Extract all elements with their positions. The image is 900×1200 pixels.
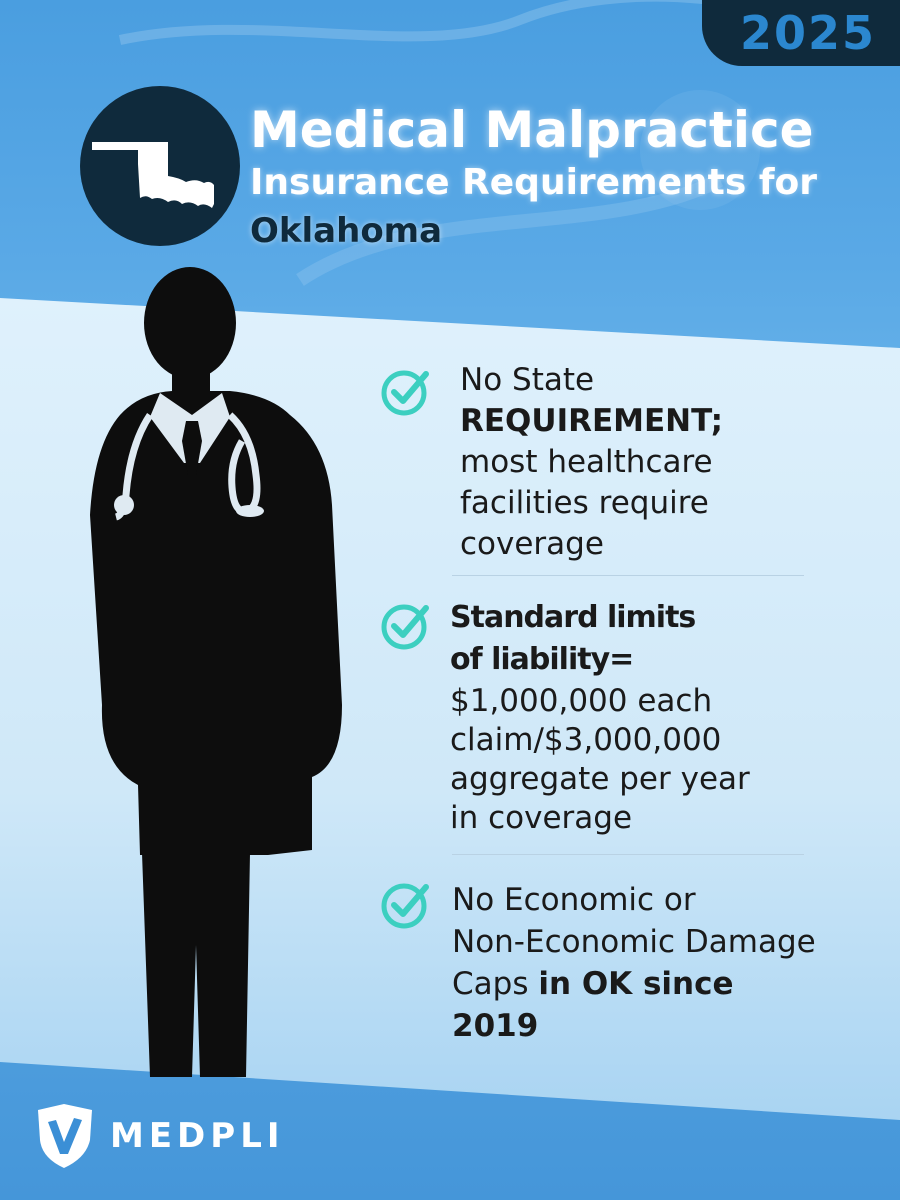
check-circle-icon [380, 600, 432, 652]
item-line: most healthcare [460, 444, 713, 480]
item-line: claim/$3,000,000 [450, 722, 722, 758]
shield-logo-icon [34, 1104, 96, 1168]
item-line-part: Caps [452, 966, 539, 1002]
list-item [380, 360, 850, 565]
item-line: coverage [460, 526, 604, 562]
item-text [452, 879, 850, 1047]
divider [452, 854, 804, 855]
year-text: 2025 [739, 6, 877, 60]
item-line-emphasis: in OK since [538, 966, 734, 1002]
item-line: Non-Economic Damage [452, 924, 816, 960]
item-line: facilities require [460, 485, 709, 521]
item-line-mixed [452, 963, 850, 1005]
title-line-1: Medical Malpractice [250, 101, 814, 159]
oklahoma-state-icon [80, 86, 240, 246]
check-circle-icon [380, 879, 432, 931]
doctor-silhouette-icon [80, 265, 380, 1085]
brand-name: MEDPLI [110, 1116, 285, 1156]
divider [452, 575, 804, 576]
item-line-emphasis: 2019 [452, 1008, 539, 1044]
item-line-emphasis: REQUIREMENT; [460, 403, 723, 439]
item-line-emphasis: of liability= [450, 642, 634, 677]
title-line-2: Insurance Requirements for [250, 162, 817, 203]
year-badge [702, 0, 900, 66]
page-title [250, 100, 900, 256]
item-text [460, 360, 850, 565]
title-line-3: Oklahoma [250, 211, 443, 251]
list-item [380, 879, 850, 1047]
item-line: aggregate per year [450, 761, 750, 797]
requirements-list [380, 360, 850, 1047]
item-text [450, 598, 850, 838]
brand-logo [34, 1104, 285, 1168]
item-line: No Economic or [452, 882, 696, 918]
state-badge [80, 86, 240, 246]
item-line: $1,000,000 each [450, 683, 713, 719]
item-line: No State [460, 362, 595, 398]
check-circle-icon [380, 366, 432, 418]
item-line: in coverage [450, 800, 633, 836]
list-item [380, 598, 850, 838]
item-line-emphasis: Standard limits [450, 600, 696, 635]
